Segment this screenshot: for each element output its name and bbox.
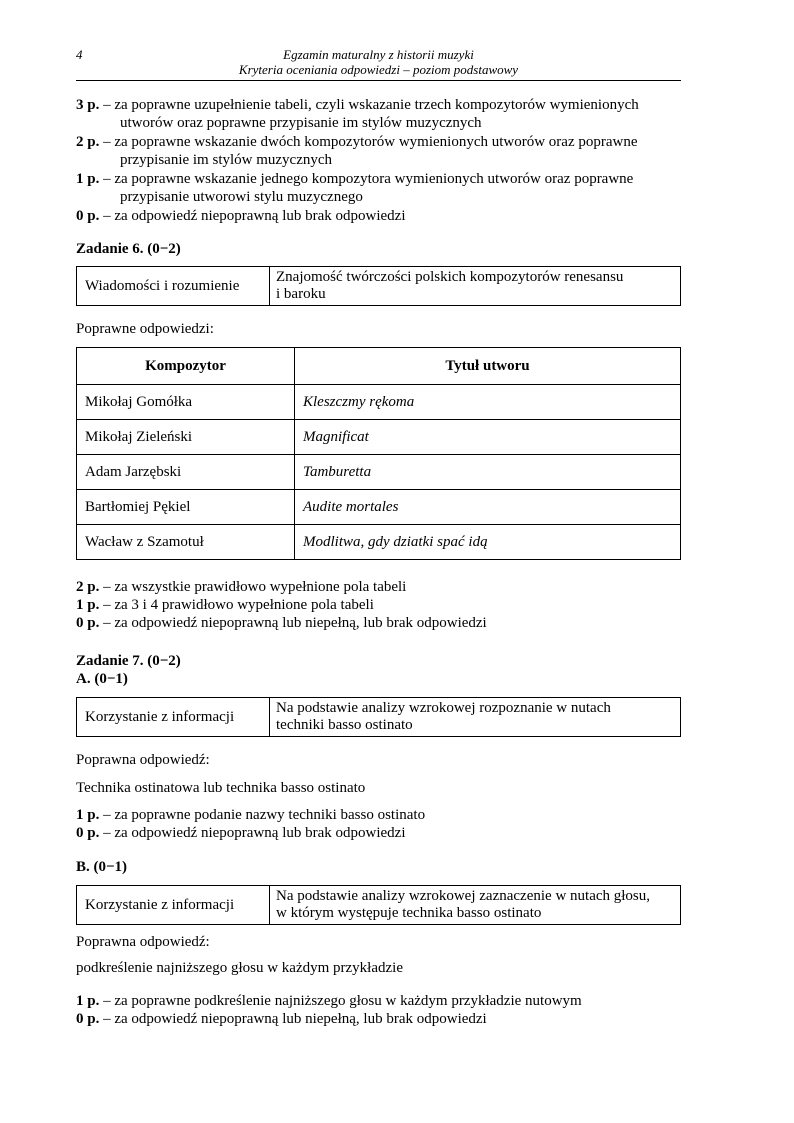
task7a-skill: Korzystanie z informacji [77,698,270,737]
title-cell: Magnificat [295,420,681,455]
task7a-answer: Technika ostinatowa lub technika basso ostinato [76,780,366,796]
title-cell: Audite mortales [295,490,681,525]
task6-skill-table [76,266,681,306]
task7b-skill-table [76,885,681,925]
task6-skill: Wiadomości i rozumienie [77,267,270,306]
composer-cell: Adam Jarzębski [77,455,295,490]
task7a-criterion-0p: 0 p. – za odpowiedź niepoprawną lub brak odpowiedzi [76,825,406,841]
task7b-criterion-1p: 1 p. – za poprawne podkreślenie najniższego głosu w każdym przykładzie nutowym [76,993,582,1009]
title-cell: Modlitwa, gdy dziatki spać idą [295,525,681,560]
composers-table [76,347,681,560]
task7b-answer-label: Poprawna odpowiedź: [76,934,210,950]
composer-cell: Mikołaj Zieleński [77,420,295,455]
task6-criterion-0p: 0 p. – za odpowiedź niepoprawną lub niepełną, lub brak odpowiedzi [76,615,487,631]
criterion-2p: 2 p. – za poprawne wskazanie dwóch kompozytorów wymienionych utworów oraz poprawne przypisanie im stylów muzycznych [76,134,638,168]
composer-cell: Mikołaj Gomółka [77,385,295,420]
table-row [77,490,681,525]
header-subtitle: Kryteria oceniania odpowiedzi – poziom podstawowy [238,62,519,77]
task7a-answer-label: Poprawna odpowiedź: [76,752,210,768]
title-cell: Tamburetta [295,455,681,490]
task7-heading: Zadanie 7. (0−2) [76,653,181,669]
criterion-0p: 0 p. – za odpowiedź niepoprawną lub brak odpowiedzi [76,208,406,224]
page-header [76,47,681,81]
table-row [77,420,681,455]
criterion-1p: 1 p. – za poprawne wskazanie jednego kompozytora wymienionych utworów oraz poprawne przypisanie utworowi stylu muzycznego [76,171,634,205]
task6-criterion-2p: 2 p. – za wszystkie prawidłowo wypełnione pola tabeli [76,579,407,595]
task7a-requirement: Na podstawie analizy wzrokowej rozpoznanie w nutach techniki basso ostinato [270,698,681,737]
composer-cell: Wacław z Szamotuł [77,525,295,560]
task7b-requirement: Na podstawie analizy wzrokowej zaznaczenie w nutach głosu, w którym występuje technika basso ostinato [270,886,681,925]
composer-cell: Bartłomiej Pękiel [77,490,295,525]
task7b-answer: podkreślenie najniższego głosu w każdym przykładzie [76,960,403,976]
table-row [77,525,681,560]
title-cell: Kleszczmy rękoma [295,385,681,420]
column-header-composer: Kompozytor [77,348,295,385]
table-row [77,455,681,490]
task7a-skill-table [76,697,681,737]
task7a-criterion-1p: 1 p. – za poprawne podanie nazwy techniki basso ostinato [76,807,426,823]
table-header-row [77,348,681,385]
task6-requirement: Znajomość twórczości polskich kompozytorów renesansu i baroku [270,267,681,306]
task7b-skill: Korzystanie z informacji [77,886,270,925]
task6-criterion-1p: 1 p. – za 3 i 4 prawidłowo wypełnione pola tabeli [76,597,374,613]
task6-answers-label: Poprawne odpowiedzi: [76,321,214,337]
task7a-heading: A. (0−1) [76,671,128,687]
criterion-3p: 3 p. – za poprawne uzupełnienie tabeli, czyli wskazanie trzech kompozytorów wymienionych utworów oraz poprawne przypisanie im stylów muzycznych [76,97,639,131]
column-header-title: Tytuł utworu [295,348,681,385]
task7b-heading: B. (0−1) [76,859,128,875]
header-title: Egzamin maturalny z historii muzyki [283,47,474,62]
page-number: 4 [76,47,83,62]
task7b-criterion-0p: 0 p. – za odpowiedź niepoprawną lub niepełną, lub brak odpowiedzi [76,1011,487,1027]
task6-heading: Zadanie 6. (0−2) [76,241,181,257]
table-row [77,385,681,420]
